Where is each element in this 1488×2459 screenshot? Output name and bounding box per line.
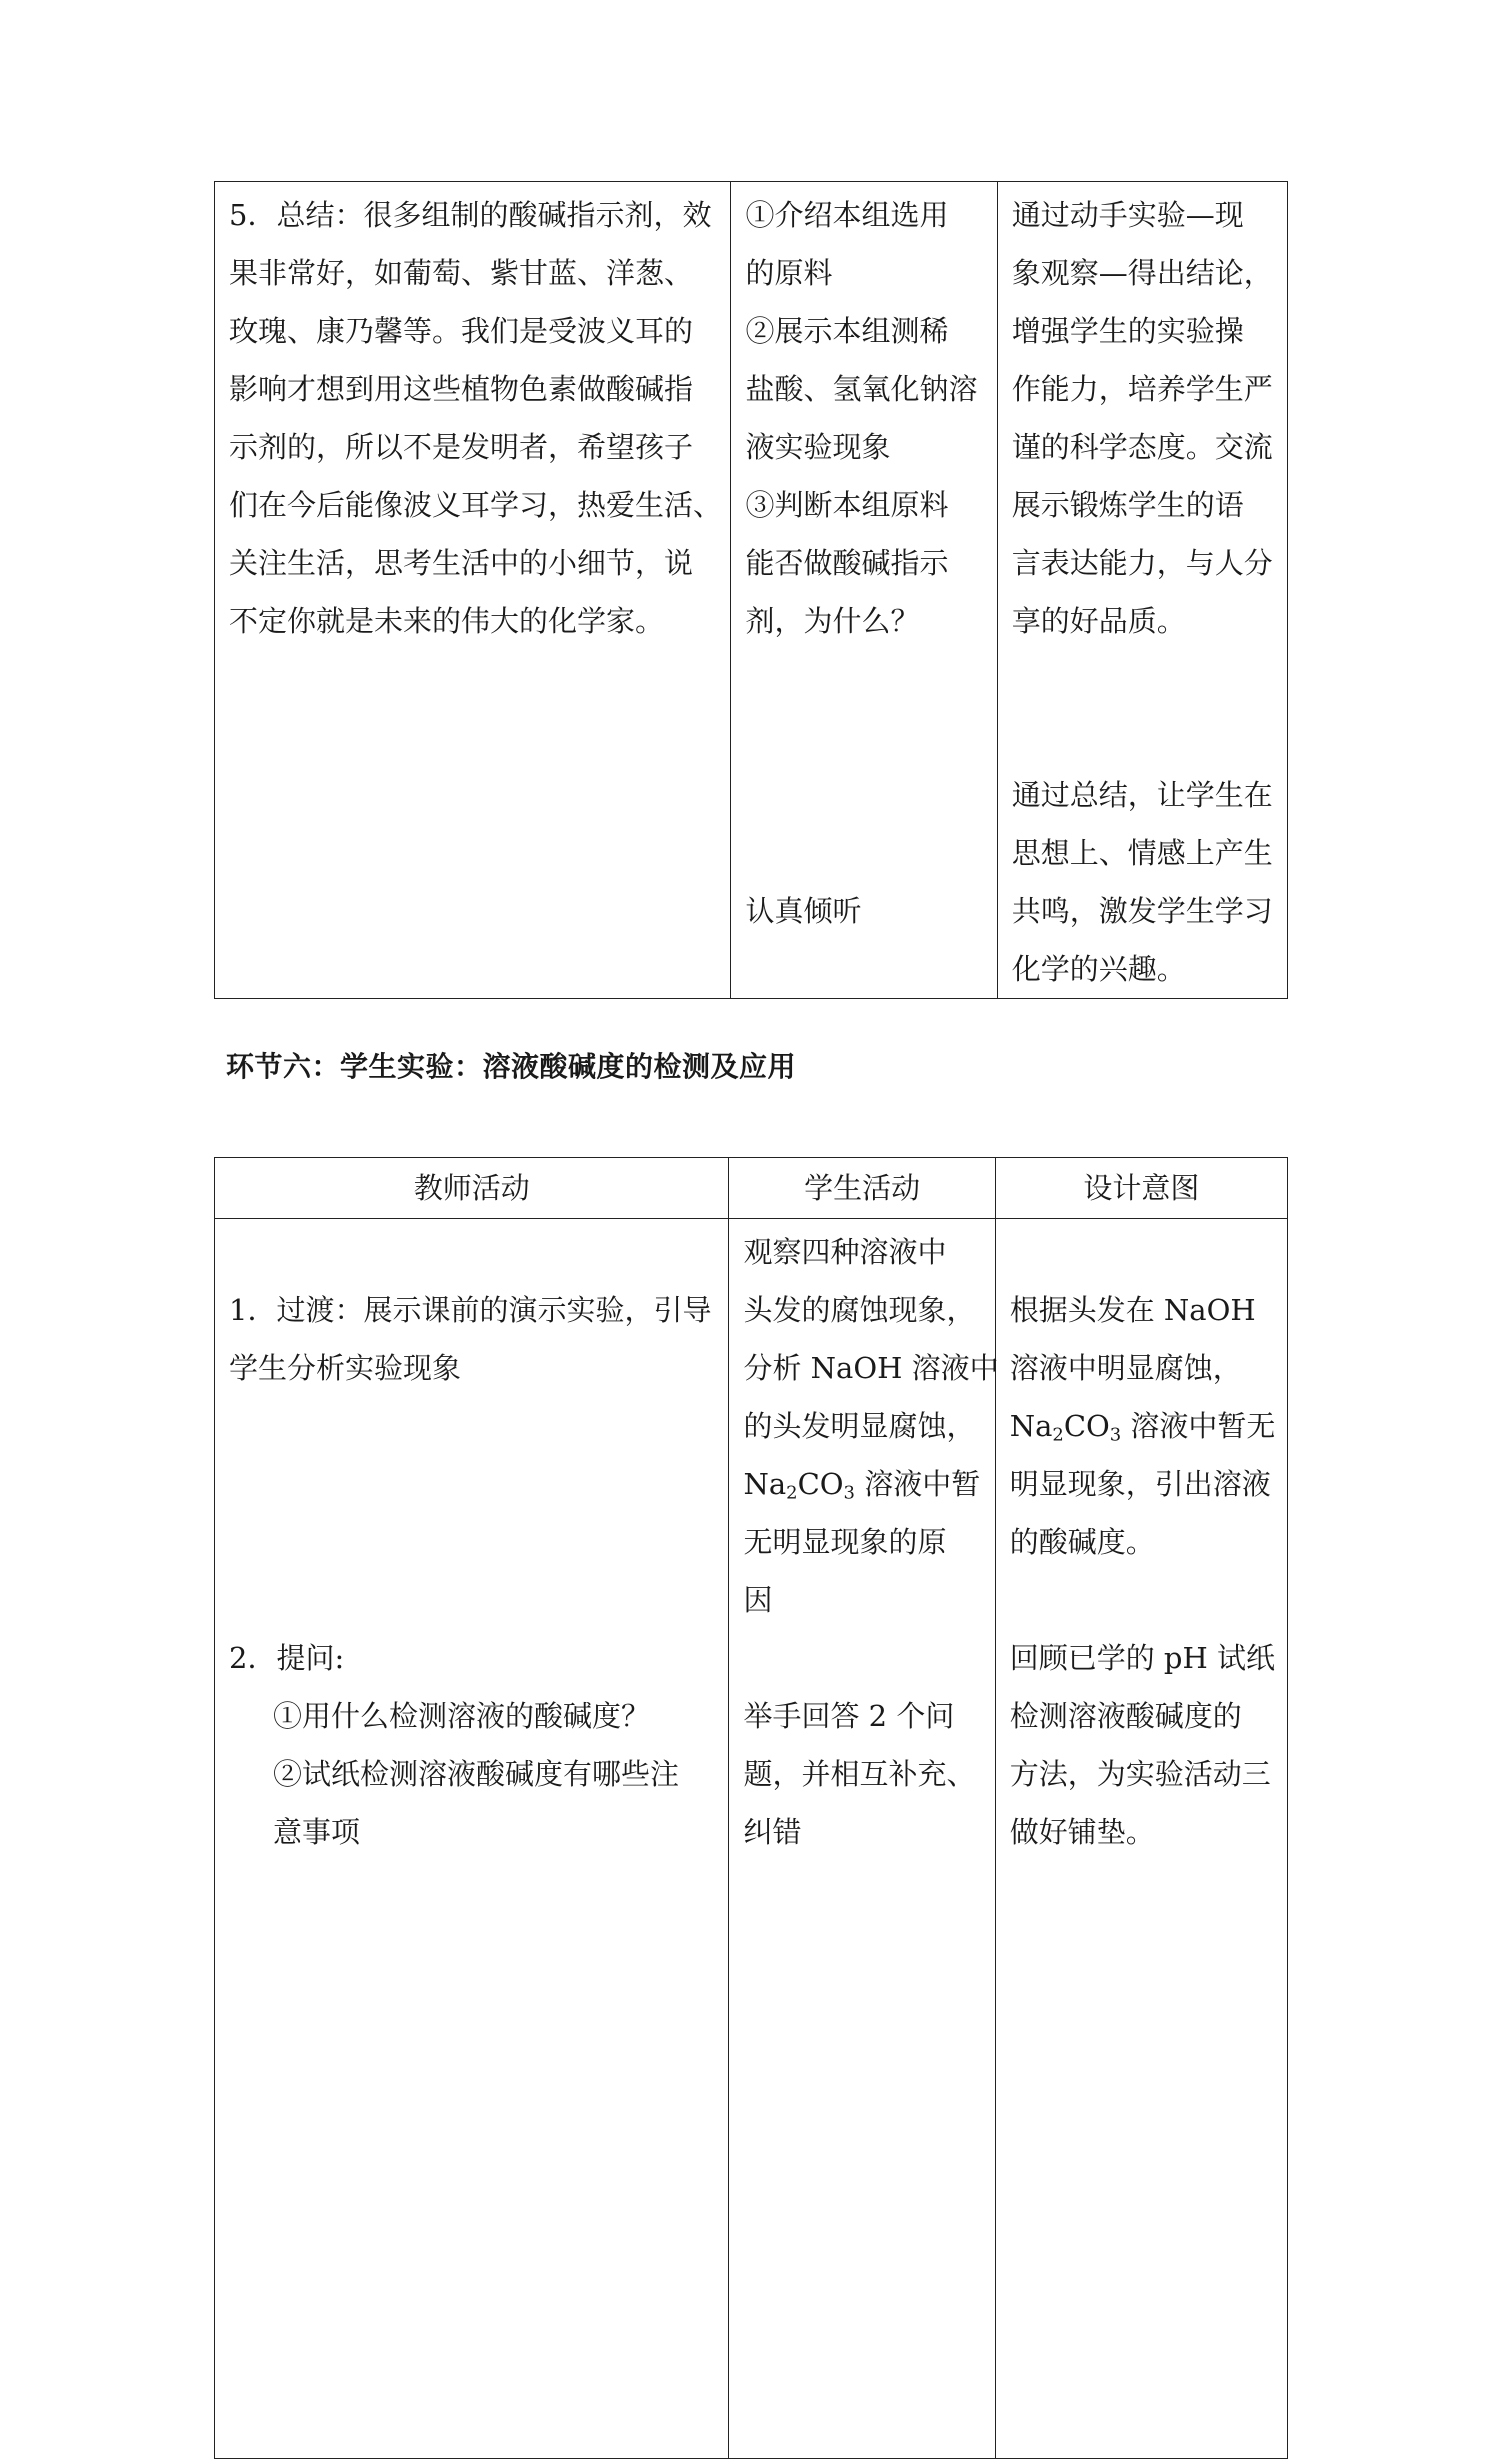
student-text-line: 的原料	[745, 256, 833, 290]
student-text-line: 液实验现象	[745, 430, 891, 464]
intent-text-line: 做好铺垫。	[1009, 1815, 1155, 1849]
teacher-text-line: 学生分析实验现象	[229, 1351, 462, 1385]
student-text-line: 题，并相互补充、	[743, 1757, 976, 1791]
intent-formula-line: $Na_2CO_3$ 溶液中暂无	[1009, 1409, 1276, 1446]
teacher-text-line: 5．总结：很多组制的酸碱指示剂，效	[229, 198, 712, 232]
intent-text-line: 化学的兴趣。	[1011, 952, 1186, 986]
student-text-line: 举手回答 2 个问	[743, 1699, 955, 1733]
intent-text-line: 检测溶液酸碱度的	[1009, 1699, 1242, 1733]
teacher-question-1: ①用什么检测溶液的酸碱度？	[273, 1699, 651, 1733]
intent-text-line: 方法，为实验活动三	[1009, 1757, 1271, 1791]
student-listen-text: 认真倾听	[745, 894, 862, 928]
intent-text-line: 享的好品质。	[1011, 604, 1186, 638]
student-text-line: 盐酸、氢氧化钠溶	[745, 372, 978, 406]
student-text-line: ①介绍本组选用	[745, 198, 949, 232]
teacher-text-line: 关注生活，思考生活中的小细节，说	[229, 546, 694, 580]
student-text-line: ③判断本组原料	[745, 488, 949, 522]
design-intent-cell	[997, 182, 1287, 999]
teacher-text-line: 影响才想到用这些植物色素做酸碱指	[229, 372, 694, 406]
teacher-activity-cell	[215, 1219, 729, 2459]
student-text-line: 剂，为什么？	[745, 604, 920, 638]
intent-text-line: 增强学生的实验操	[1011, 314, 1244, 348]
student-activity-cell	[729, 1219, 999, 2459]
summary-table	[214, 181, 1288, 999]
header-design-intent: 设计意图	[995, 1158, 1287, 1219]
teacher-question-2-cont: 意事项	[273, 1815, 361, 1849]
table-row	[215, 1219, 1288, 2459]
teacher-text-line: 玫瑰、康乃馨等。我们是受波义耳的	[229, 314, 694, 348]
student-formula-line: $Na_2CO_3$ 溶液中暂	[743, 1467, 981, 1504]
teacher-activity-cell	[215, 182, 731, 999]
activity-table	[214, 1157, 1288, 2459]
teacher-text-line: 不定你就是未来的伟大的化学家。	[229, 604, 665, 638]
section-heading: 环节六：学生实验：溶液酸碱度的检测及应用	[226, 1050, 797, 1083]
intent-text-line: 思想上、情感上产生	[1011, 836, 1273, 870]
header-student-activity: 学生活动	[729, 1158, 995, 1219]
student-text-line: 纠错	[743, 1815, 802, 1849]
table-header-row	[215, 1158, 1288, 1219]
teacher-text-line: 们在今后能像波义耳学习，热爱生活、	[229, 488, 723, 522]
student-activity-cell	[731, 182, 997, 999]
intent-text-line: 根据头发在 NaOH	[1009, 1293, 1256, 1327]
intent-text-line: 象观察—得出结论，	[1011, 256, 1273, 290]
student-text-line: 观察四种溶液中	[743, 1235, 947, 1269]
design-intent-cell	[995, 1219, 1287, 2459]
teacher-text-line: 果非常好，如葡萄、紫甘蓝、洋葱、	[229, 256, 694, 290]
intent-text-line: 的酸碱度。	[1009, 1525, 1155, 1559]
student-text-line: 分析 NaOH 溶液中	[743, 1351, 999, 1385]
teacher-question-2: ②试纸检测溶液酸碱度有哪些注	[273, 1757, 680, 1791]
student-text-line: 无明显现象的原	[743, 1525, 947, 1559]
student-text-line: 因	[743, 1583, 773, 1617]
intent-text-line: 溶液中明显腐蚀，	[1009, 1351, 1242, 1385]
intent-text-line: 回顾已学的 pH 试纸	[1009, 1641, 1275, 1675]
teacher-question-title: 2．提问:	[229, 1641, 345, 1675]
student-text-line: 能否做酸碱指示	[745, 546, 949, 580]
intent-text-line: 共鸣，激发学生学习	[1011, 894, 1273, 928]
intent-text-line: 展示锻炼学生的语	[1011, 488, 1244, 522]
student-text-line: 头发的腐蚀现象，	[743, 1293, 976, 1327]
teacher-text-line: 示剂的，所以不是发明者，希望孩子	[229, 430, 694, 464]
intent-text-line: 作能力，培养学生严	[1011, 372, 1273, 406]
header-teacher-activity: 教师活动	[215, 1158, 729, 1219]
intent-text-line: 通过总结，让学生在	[1011, 778, 1273, 812]
table-row	[215, 182, 1288, 999]
teacher-text-line: 1．过渡：展示课前的演示实验，引导	[229, 1293, 712, 1327]
intent-text-line: 通过动手实验—现	[1011, 198, 1244, 232]
student-text-line: ②展示本组测稀	[745, 314, 949, 348]
intent-text-line: 明显现象，引出溶液	[1009, 1467, 1271, 1501]
intent-text-line: 谨的科学态度。交流	[1011, 430, 1273, 464]
student-text-line: 的头发明显腐蚀，	[743, 1409, 976, 1443]
intent-text-line: 言表达能力，与人分	[1011, 546, 1273, 580]
